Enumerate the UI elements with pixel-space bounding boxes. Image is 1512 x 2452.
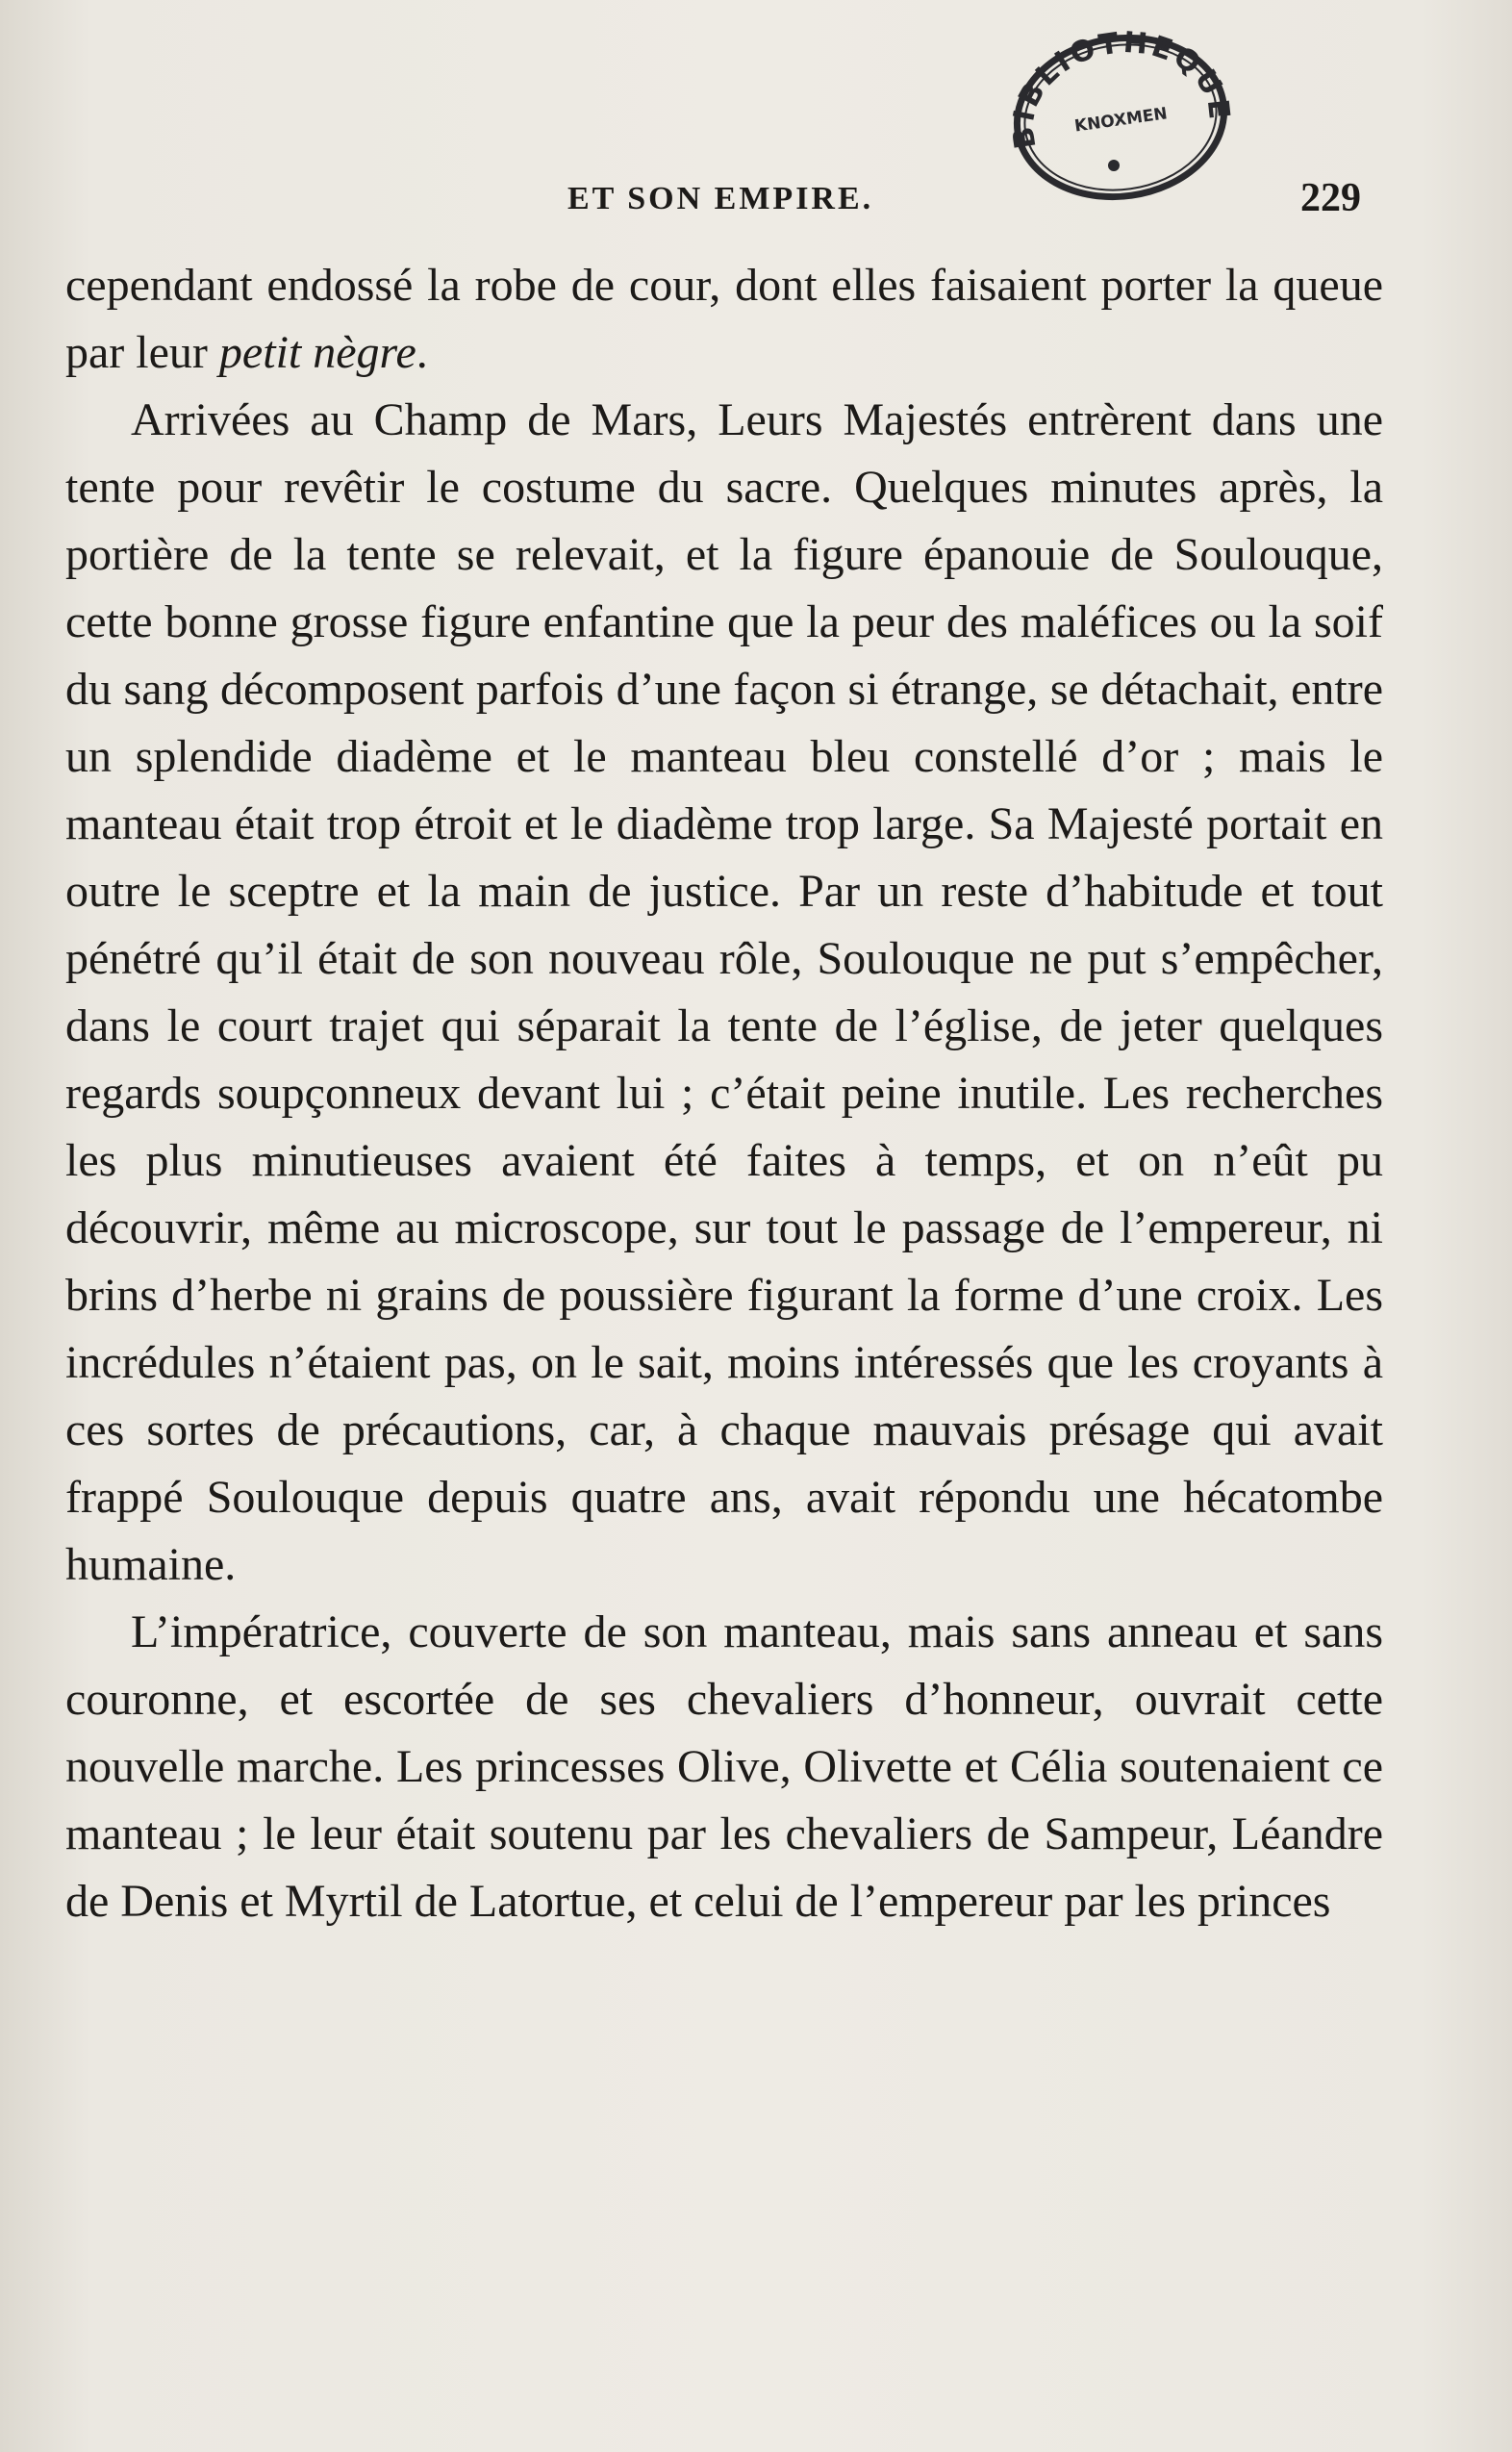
running-title: ET SON EMPIRE. bbox=[567, 181, 874, 216]
paragraph-1 bbox=[65, 252, 1383, 387]
page-number: 229 bbox=[1300, 176, 1361, 220]
stamp-text: BIBLIOTHEQUE bbox=[1006, 25, 1237, 152]
body-text bbox=[65, 252, 1383, 1935]
running-head bbox=[0, 175, 1512, 233]
paragraph-1-text: cependant endossé la robe de cour, dont elles faisaient porter la queue par leur bbox=[65, 260, 1383, 378]
paragraph-1-italic: petit nègre bbox=[218, 327, 416, 378]
paragraph-2: Arrivées au Champ de Mars, Leurs Majestés entrèrent dans une tente pour revêtir le costume du sacre. Quelques minutes après, la portière de la tente se relevait, et la figure épanouie de Soulouque, cette bonne grosse figure enfantine que la peur des maléfices ou la soif du sang décomposent parfois d’une façon si étrange, se détachait, entre un splendide diadème et le manteau bleu constellé d’or ; mais le manteau était trop étroit et le diadème trop large. Sa Majesté portait en outre le sceptre et la main de justice. Par un reste d’habitude et tout pénétré qu’il était de son nouveau rôle, Soulouque ne put s’empêcher, dans le court trajet qui séparait la tente de l’église, de jeter quelques regards soupçonneux devant lui ; c’était peine inutile. Les recherches les plus minutieuses avaient été faites à temps, et on n’eût pu découvrir, même au microscope, sur tout le passage de l’empereur, ni brins d’herbe ni grains de poussière figurant la forme d’une croix. Les incrédules n’étaient pas, on le sait, moins intéressés que les croyants à ces sortes de précautions, car, à chaque mauvais présage qui avait frappé Soulouque depuis quatre ans, avait répondu une hécatombe humaine. bbox=[65, 394, 1383, 1590]
paragraph-3: L’impératrice, couverte de son manteau, mais sans anneau et sans couronne, et escortée de ses chevaliers d’honneur, ouvrait cette nouvelle marche. Les princesses Olive, Olivette et Célia soutenaient ce manteau ; le leur était soutenu par les chevaliers de Sampeur, Léandre de Denis et Myrtil de Latortue, et celui de l’empereur par les princes bbox=[65, 1606, 1383, 1927]
paragraph-1-end: . bbox=[416, 327, 428, 378]
stamp-subtext: KNOXMEN bbox=[1072, 104, 1169, 137]
